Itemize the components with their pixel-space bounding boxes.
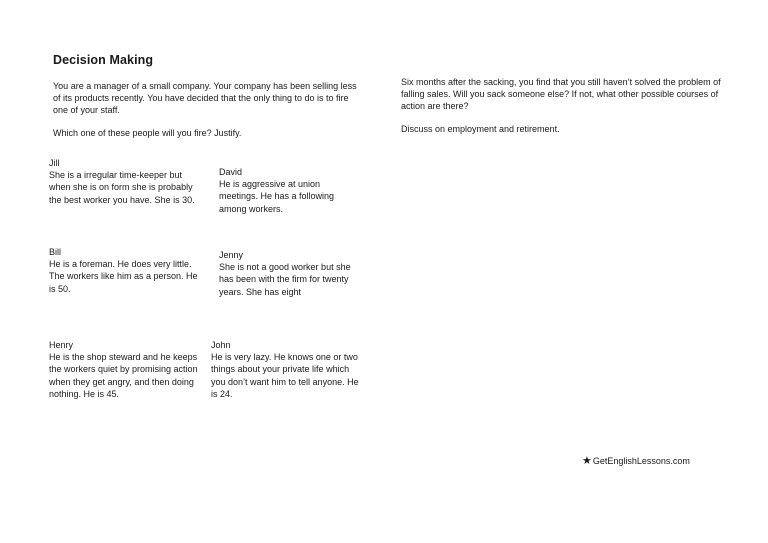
follow-up-paragraph: Six months after the sacking, you find that you still haven’t solved the problem of falling sales. Will you sack someone else? If not, what other possible courses of action are there? bbox=[401, 77, 721, 111]
person-card-bill bbox=[49, 246, 199, 295]
question-paragraph: Which one of these people will you fire? Justify. bbox=[53, 128, 242, 138]
discussion-paragraph: Discuss on employment and retirement. bbox=[401, 124, 560, 134]
person-description: He is aggressive at union meetings. He has a following among workers. bbox=[219, 179, 335, 214]
person-name: David bbox=[219, 167, 243, 177]
person-name: Bill bbox=[49, 247, 62, 257]
person-card-david bbox=[219, 166, 359, 215]
person-name: John bbox=[211, 340, 231, 350]
person-name: Henry bbox=[49, 340, 74, 350]
person-card-jenny bbox=[219, 249, 359, 298]
person-name: Jenny bbox=[219, 250, 244, 260]
person-description: He is a foreman. He does very little. The workers like him as a person. He is 50. bbox=[49, 259, 198, 294]
person-description: He is the shop steward and he keeps the workers quiet by promising action when they get angry, and then doing nothing. He is 45. bbox=[49, 352, 198, 399]
footer-credit[interactable] bbox=[582, 455, 690, 467]
person-card-jill bbox=[49, 157, 199, 206]
person-description: She is a irregular time-keeper but when she is on form she is probably the best worker you have. She is 30. bbox=[49, 170, 195, 205]
person-card-henry bbox=[49, 339, 199, 400]
person-description: He is very lazy. He knows one or two things about your private life which you don’t want him to tell anyone. He is 24. bbox=[211, 352, 359, 399]
person-description: She is not a good worker but she has been with the firm for twenty years. She has eight bbox=[219, 262, 351, 297]
star-icon: ★ bbox=[582, 455, 592, 467]
page-title: Decision Making bbox=[53, 53, 154, 67]
footer-text[interactable]: GetEnglishLessons.com bbox=[592, 456, 690, 466]
intro-paragraph: You are a manager of a small company. Your company has been selling less of its products recently. You have decided that the only thing to do is to fire one of your staff. bbox=[53, 81, 357, 115]
person-card-john bbox=[211, 339, 361, 400]
person-name: Jill bbox=[49, 158, 60, 168]
